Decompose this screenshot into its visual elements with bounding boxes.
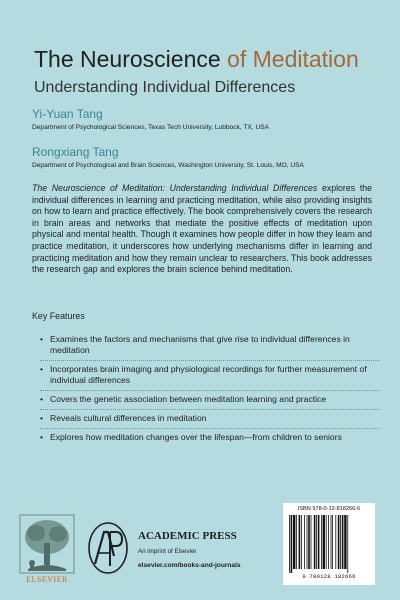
imprint-name: ACADEMIC PRESS [138, 530, 237, 542]
key-feature-item [40, 334, 380, 364]
key-feature-item [40, 432, 380, 451]
isbn-label: ISBN 978-0-12-818266-6 [297, 506, 361, 512]
book-title-accent: of Meditation [227, 46, 359, 72]
key-feature-text: Explores how meditation changes over the lifespan—from children to seniors [50, 432, 342, 442]
bullet-icon: • [40, 413, 44, 423]
book-description [32, 183, 372, 276]
key-feature-text: Covers the genetic association between meditation learning and practice [50, 394, 327, 404]
bullet-icon: • [40, 364, 44, 374]
book-title [34, 46, 394, 73]
isbn-barcode [283, 503, 375, 585]
elsevier-wordmark: ELSEVIER [26, 575, 68, 584]
key-feature-item [40, 364, 380, 394]
author-affiliation: Department of Psychological Sciences, Texas Tech University, Lubbock, TX, USA [32, 124, 269, 131]
description-body: explores the individual differences in learning and practicing meditation, while also providing insights on how to learn and practice effectively. The book comprehensively covers the research in brain areas and networks that mediate the positive effects of meditation upon physical and mental health. Though it examines how people differ in how they learn and practice meditation, it underscores how underlying mechanisms differ in learning and practicing meditation and how they remain unclear to researchers. This book addresses the research gap and explores the brain science behind meditation. [32, 183, 372, 275]
book-title-main: The Neuroscience [34, 46, 228, 72]
bullet-icon: • [40, 334, 44, 344]
key-feature-text: Incorporates brain imaging and physiological recordings for further measurement of individual differences [50, 364, 367, 385]
author-name: Rongxiang Tang [32, 145, 119, 159]
key-feature-item [40, 413, 380, 432]
key-feature-text: Examines the factors and mechanisms that give rise to individual differences in meditation [50, 334, 350, 355]
bullet-icon: • [40, 394, 44, 404]
barcode-bars-icon [287, 515, 371, 573]
author-affiliation: Department of Psychological and Brain Sciences, Washington University, St. Louis, MO, USA [32, 162, 304, 169]
publisher-url[interactable]: elsevier.com/books-and-journals [138, 562, 241, 569]
key-features-list [40, 334, 380, 451]
author-name: Yi-Yuan Tang [32, 107, 103, 121]
key-feature-text: Reveals cultural differences in meditation [50, 413, 207, 423]
key-feature-item [40, 394, 380, 413]
bullet-icon: • [40, 432, 44, 442]
imprint-note: An imprint of Elsevier [138, 548, 197, 555]
book-subtitle: Understanding Individual Differences [34, 79, 296, 96]
academic-press-logo-icon [86, 520, 130, 576]
barcode-digits: 9 780128 182666 [302, 573, 356, 580]
description-italic-title: The Neuroscience of Meditation: Understanding Individual Differences [32, 183, 318, 193]
key-features-heading: Key Features [32, 311, 85, 321]
